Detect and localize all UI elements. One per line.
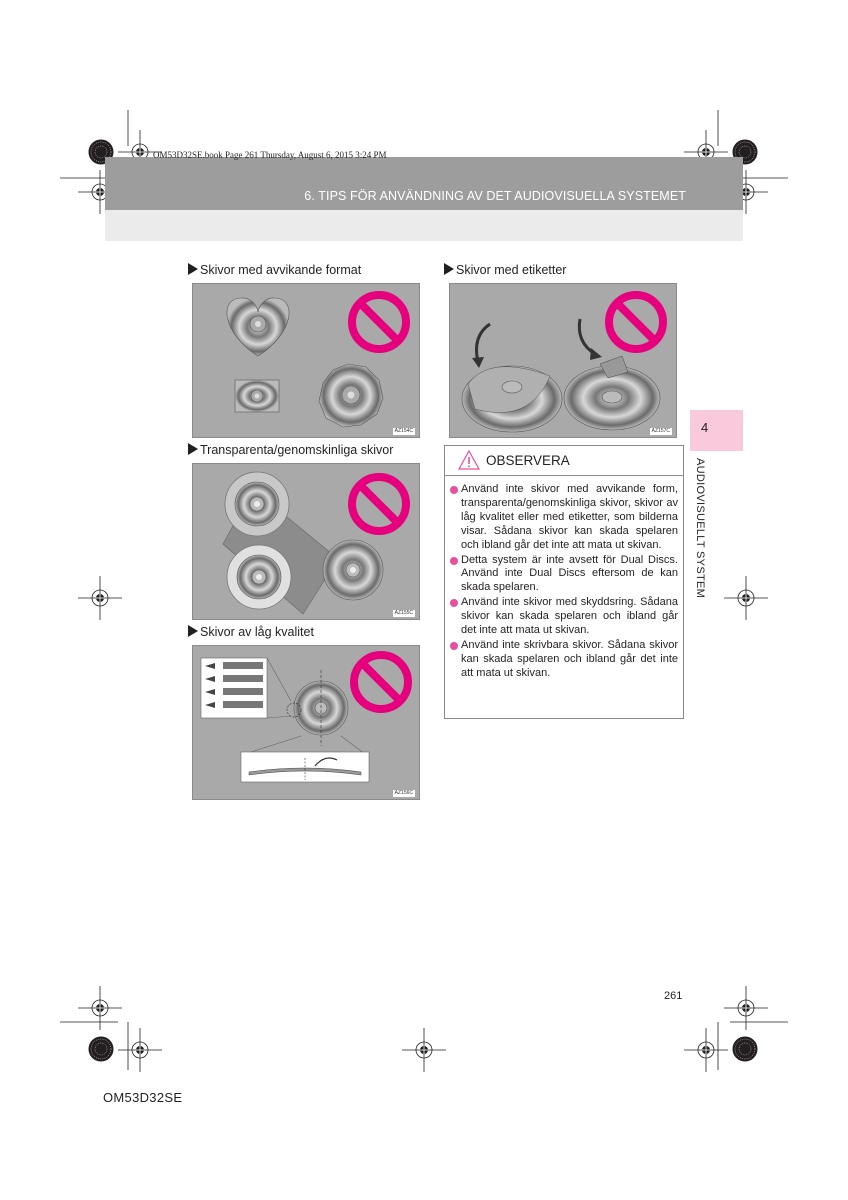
caution-list <box>450 483 678 682</box>
caution-item <box>450 554 678 596</box>
section-heading-labels <box>444 263 566 277</box>
figure-code: AZ156C <box>394 790 413 796</box>
section-heading-low-quality <box>188 625 314 639</box>
section-heading-transparent <box>188 443 393 457</box>
triangle-bullet-icon <box>444 263 454 275</box>
figure-transparent-discs <box>192 463 420 620</box>
section-heading-text: Skivor av låg kvalitet <box>200 625 314 639</box>
caution-item <box>450 639 678 681</box>
section-heading-text: Transparenta/genomskinliga skivor <box>200 443 394 457</box>
figure-odd-shaped-discs <box>192 283 420 438</box>
warning-triangle-icon <box>457 449 481 471</box>
pink-bullet-icon <box>450 557 458 565</box>
caution-item <box>450 596 678 638</box>
caution-item-text: Använd inte skrivbara skivor. Sådana skivor kan skada spelaren och ibland går det inte att mata ut skivan. <box>461 638 678 679</box>
chapter-tab-label <box>694 458 714 608</box>
pink-bullet-icon <box>450 486 458 494</box>
pink-bullet-icon <box>450 599 458 607</box>
figure-code: AZ157C <box>651 428 670 434</box>
figure-low-quality-discs <box>192 645 420 800</box>
section-heading-text: Skivor med avvikande format <box>200 263 362 277</box>
chapter-number: 4 <box>701 420 709 435</box>
figure-code: AZ154C <box>394 428 413 434</box>
triangle-bullet-icon <box>188 625 198 637</box>
figure-code: AZ155C <box>394 610 413 616</box>
caution-item-text: Detta system är inte avsett för Dual Discs. Använd inte Dual Discs eftersom de kan skada spelaren. <box>461 553 678 594</box>
chapter-tab-label-text: AUDIOVISUELLT SYSTEM <box>694 458 706 599</box>
footer-code: OM53D32SE <box>103 1090 183 1105</box>
caution-item-text: Använd inte skivor med avvikande form, transparenta/genomskinliga skivor, skivor av låg kvalitet eller med etiketter, som bilderna visar. Sådana skivor kan skada spelaren och ibland går det inte att mata ut skivan. <box>461 483 678 551</box>
caution-box <box>444 445 684 719</box>
triangle-bullet-icon <box>188 443 198 455</box>
caution-item <box>450 483 678 553</box>
caution-item-text: Använd inte skivor med skyddsring. Sådana skivor kan skada spelaren och ibland går det inte att mata ut skivan. <box>461 596 678 637</box>
pink-bullet-icon <box>450 642 458 650</box>
header-subband <box>105 210 743 241</box>
section-heading-odd-shape <box>188 263 361 277</box>
chapter-title: 6. TIPS FÖR ANVÄNDNING AV DET AUDIOVISUELLA SYSTEMET <box>304 189 686 203</box>
book-info: OM53D32SE.book Page 261 Thursday, August 6, 2015 3:24 PM <box>153 150 387 160</box>
section-heading-text: Skivor med etiketter <box>456 263 567 277</box>
chapter-tab <box>690 410 743 451</box>
triangle-bullet-icon <box>188 263 198 275</box>
caution-header <box>445 446 683 476</box>
figure-labeled-discs <box>449 283 677 438</box>
page-number: 261 <box>664 990 683 1002</box>
caution-title: OBSERVERA <box>486 453 570 468</box>
